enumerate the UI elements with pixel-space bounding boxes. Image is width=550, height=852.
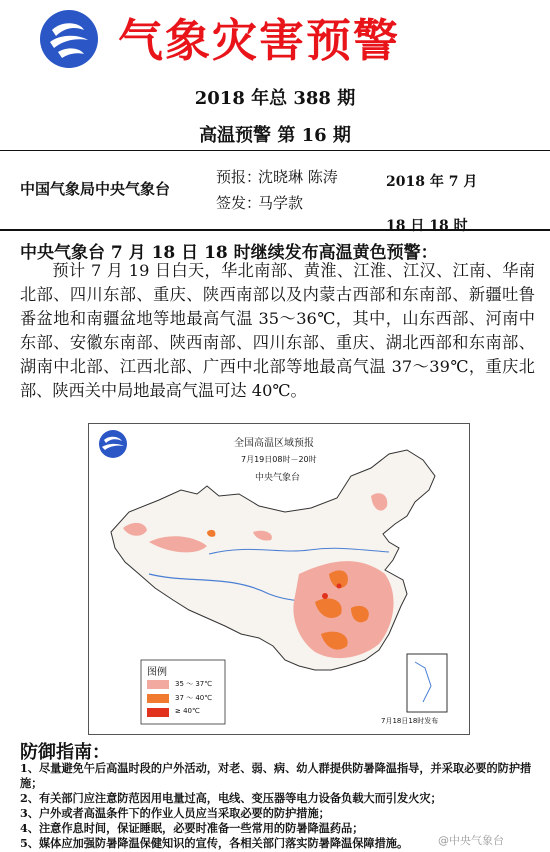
heat-forecast-map bbox=[88, 423, 470, 735]
divider bbox=[0, 150, 550, 151]
tip-item: 1、尽量避免午后高温时段的户外活动，对老、弱、病、幼人群提供防暑降温指导，并采取必要的防护措施； bbox=[20, 761, 532, 790]
warning-issue: 高温预警 第 16 期 bbox=[199, 125, 351, 146]
map-source: 中央气象台 bbox=[255, 473, 301, 483]
map-issued: 7月18日18时发布 bbox=[381, 717, 439, 725]
legend-label: 37 ～ 40℃ bbox=[175, 694, 213, 702]
forecasters: 沈晓琳 陈涛 bbox=[258, 168, 338, 186]
bulletin-title: 气象灾害预警 bbox=[118, 14, 401, 67]
legend-swatch bbox=[147, 680, 169, 689]
legend-swatch bbox=[147, 708, 169, 717]
signer: 马学款 bbox=[258, 194, 304, 212]
tip-item: 5、媒体应加强防暑降温保健知识的宣传，各相关部门落实防暑降温保障措施。 bbox=[20, 836, 409, 850]
legend-label: 35 ～ 37℃ bbox=[175, 680, 213, 688]
legend-swatch bbox=[147, 694, 169, 703]
bulletin-lead: 中央气象台 7 月 18 日 18 时继续发布高温黄色预警： bbox=[20, 243, 438, 263]
china-outline bbox=[111, 450, 435, 670]
tip-item: 4、注意作息时间，保证睡眠，必要时准备一些常用的防暑降温药品； bbox=[20, 821, 364, 835]
cma-logo bbox=[38, 8, 100, 70]
map-title: 全国高温区域预报 bbox=[234, 438, 314, 449]
divider bbox=[0, 229, 550, 231]
defense-guide-title: 防御指南： bbox=[20, 742, 110, 763]
watermark: @中央气象台 bbox=[438, 834, 504, 847]
cma-logo-small bbox=[99, 430, 127, 458]
bulletin-body: 预计 7 月 19 日白天，华北南部、黄淮、江淮、江汉、江南、华南北部、四川东部、重庆、陕西南部以及内蒙古西部和东南部、新疆吐鲁番盆地和南疆盆地等地最高气温 35～36℃，其中，山东西部、河南中东部、安徽东南部、陕西南部、四川东部、重庆、湖北西部和东南部、湖南中北部、江西北部、广西中北部等地最高气温 37～39℃，重庆北部、陕西关中局地最高气温可达 40℃。 bbox=[20, 261, 535, 400]
issuing-agency: 中国气象局中央气象台 bbox=[20, 180, 171, 198]
issue-number: 2018 年总 388 期 bbox=[194, 88, 356, 109]
map-valid-time: 7月19日08时－20时 bbox=[241, 455, 317, 464]
tip-item: 3、户外或者高温条件下的作业人员应当采取必要的防护措施； bbox=[20, 806, 330, 820]
legend-title: 图例 bbox=[147, 667, 167, 678]
forecast-label: 预报： bbox=[216, 168, 262, 186]
signoff-label: 签发： bbox=[216, 194, 262, 212]
issue-date: 2018 年 7 月 18 日 18 时 bbox=[386, 174, 478, 234]
tip-item: 2、有关部门应注意防范因用电量过高，电线、变压器等电力设备负载大而引发火灾； bbox=[20, 791, 442, 805]
legend-label: ≥ 40℃ bbox=[175, 707, 200, 715]
